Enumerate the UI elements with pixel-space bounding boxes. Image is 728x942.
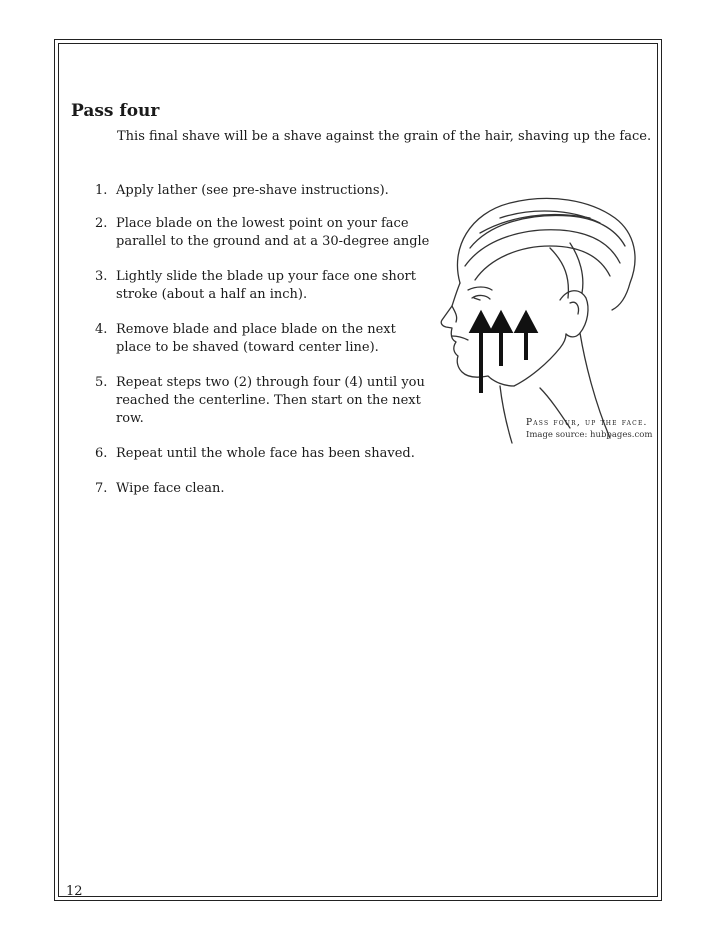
list-item	[91, 268, 436, 304]
instruction-list	[91, 182, 436, 498]
page-number: 12	[66, 884, 83, 899]
step-number: 7.	[95, 481, 108, 496]
face-profile-icon	[430, 188, 655, 448]
intro-paragraph: This final shave will be a shave against the grain of the hair, shaving up the face.	[117, 129, 652, 144]
list-item	[91, 374, 436, 428]
step-text: Repeat steps two (2) through four (4) until you reached the centerline. Then start on the next row.	[116, 375, 425, 426]
step-number: 4.	[95, 322, 108, 337]
step-number: 2.	[95, 216, 108, 231]
list-item	[91, 321, 436, 357]
step-number: 1.	[95, 183, 108, 198]
step-text: Wipe face clean.	[116, 481, 225, 496]
list-item	[91, 445, 436, 463]
step-text: Repeat until the whole face has been shaved.	[116, 446, 415, 461]
step-text: Place blade on the lowest point on your face parallel to the ground and at a 30-degree angle	[116, 216, 430, 249]
step-text: Lightly slide the blade up your face one short stroke (about a half an inch).	[116, 269, 416, 302]
step-number: 3.	[95, 269, 108, 284]
section-heading: Pass four	[71, 101, 160, 121]
step-number: 6.	[95, 446, 108, 461]
list-item	[91, 215, 436, 251]
figure-source: Image source: hubpages.com	[526, 430, 653, 440]
step-number: 5.	[95, 375, 108, 390]
step-text: Remove blade and place blade on the next place to be shaved (toward center line).	[116, 322, 396, 355]
figure-caption: Pass four, up the face.	[526, 418, 648, 428]
step-text: Apply lather (see pre-shave instructions).	[116, 183, 389, 198]
list-item	[91, 182, 436, 200]
list-item	[91, 480, 436, 498]
